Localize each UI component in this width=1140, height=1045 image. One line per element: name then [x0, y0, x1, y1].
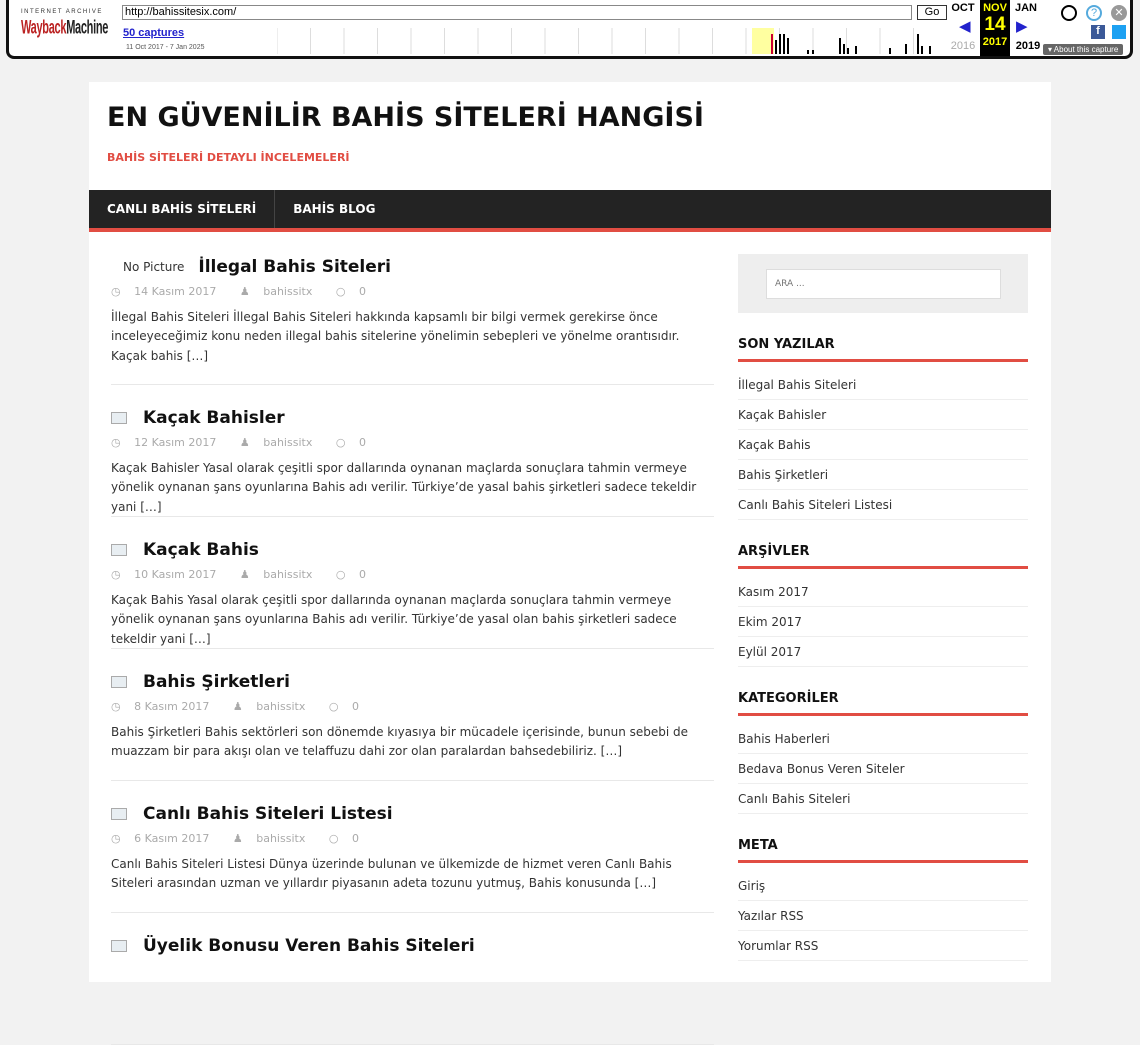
nav-item-bahis-blog[interactable]: BAHİS BLOG [293, 202, 376, 216]
capture-bar[interactable] [847, 48, 849, 54]
url-input[interactable]: http://bahissitesix.com/ [122, 5, 912, 20]
post-item [111, 385, 714, 517]
widget-link[interactable]: İllegal Bahis Siteleri [738, 370, 1028, 400]
comment-count[interactable]: 0 [351, 699, 359, 713]
prev-arrow-icon[interactable]: ◀ [959, 18, 971, 35]
sidebar [738, 254, 1028, 961]
author [240, 285, 322, 298]
next-month[interactable]: JAN [1014, 2, 1037, 14]
author [240, 436, 322, 449]
help-icon[interactable]: ? [1086, 5, 1102, 21]
widget-link[interactable]: Kaçak Bahisler [738, 400, 1028, 430]
widget-link[interactable]: Yorumlar RSS [738, 931, 1028, 961]
ia-label: INTERNET ARCHIVE [21, 9, 103, 15]
comments [336, 568, 376, 581]
broken-image-icon [111, 544, 127, 556]
post-title[interactable]: İllegal Bahis Siteleri [198, 256, 391, 277]
cur-year: 2017 [982, 36, 1008, 48]
user-icon: ♟ [232, 699, 243, 713]
post-author[interactable]: bahissitx [263, 567, 313, 581]
post-excerpt: İllegal Bahis Siteleri İllegal Bahis Siteleri hakkında kapsamlı bir bilgi vermek gerekirse önce inceleyeceğimiz konu neden illegal bahis sitelerine yönelimin sebepleri ve yönelme orantısıdır. Kaçak bahis […] [111, 309, 680, 363]
widget-title: KATEGORİLER [738, 691, 1028, 716]
next-year[interactable]: 2019 [1015, 40, 1041, 52]
clock-icon: ◷ [111, 567, 121, 581]
twitter-icon[interactable] [1112, 25, 1126, 39]
widget-link[interactable]: Canlı Bahis Siteleri [738, 784, 1028, 814]
comment-count[interactable]: 0 [358, 435, 366, 449]
post-date: 8 Kasım 2017 [134, 699, 210, 713]
widget-link[interactable]: Kaçak Bahis [738, 430, 1028, 460]
current-year-highlight [752, 28, 774, 54]
post-thumbnail[interactable] [111, 939, 129, 953]
capture-bar[interactable] [812, 50, 814, 54]
broken-image-icon [111, 808, 127, 820]
capture-bar[interactable] [839, 38, 841, 54]
capture-bar[interactable] [921, 46, 923, 54]
comment-count[interactable]: 0 [358, 567, 366, 581]
post-title[interactable]: Üyelik Bonusu Veren Bahis Siteleri [143, 935, 475, 956]
next-arrow-icon[interactable]: ▶ [1016, 18, 1028, 35]
comments [336, 436, 376, 449]
date [111, 832, 219, 845]
comment-count[interactable]: 0 [358, 284, 366, 298]
cur-month: NOV [983, 2, 1007, 14]
date [111, 285, 226, 298]
post-title[interactable]: Kaçak Bahisler [143, 407, 285, 428]
user-icon: ♟ [239, 435, 250, 449]
widget-link[interactable]: Giriş [738, 871, 1028, 901]
post-date: 14 Kasım 2017 [134, 284, 217, 298]
post-meta [111, 832, 714, 845]
capture-sparkline[interactable] [277, 28, 947, 54]
go-button[interactable]: Go [917, 5, 947, 20]
capture-bar[interactable] [889, 48, 891, 54]
capture-bar[interactable] [787, 38, 789, 54]
post-item [111, 649, 714, 781]
date [111, 436, 226, 449]
comment-icon: ○ [328, 831, 339, 845]
capture-bar[interactable] [917, 34, 919, 54]
comment-icon: ○ [335, 567, 346, 581]
post-thumbnail[interactable] [111, 543, 129, 557]
close-icon[interactable]: ✕ [1111, 5, 1127, 21]
author [233, 700, 315, 713]
post-thumbnail[interactable] [111, 675, 129, 689]
capture-bar[interactable] [779, 34, 781, 54]
post-date: 12 Kasım 2017 [134, 435, 217, 449]
user-icon: ♟ [239, 567, 250, 581]
author [240, 568, 322, 581]
post-list [111, 254, 714, 1045]
comments [329, 832, 369, 845]
about-capture-button[interactable]: ▾ About this capture [1043, 44, 1123, 55]
post-title[interactable]: Bahis Şirketleri [143, 671, 290, 692]
post-date: 6 Kasım 2017 [134, 831, 210, 845]
capture-bar[interactable] [855, 46, 857, 54]
comment-count[interactable]: 0 [351, 831, 359, 845]
post-meta [111, 568, 714, 581]
prev-year[interactable]: 2016 [950, 40, 976, 52]
current-capture [980, 0, 1010, 56]
post-date: 10 Kasım 2017 [134, 567, 217, 581]
comment-icon: ○ [335, 435, 346, 449]
post-excerpt: Bahis Şirketleri Bahis sektörleri son dönemde kıyasıya bir mücadele içerisinde, bunun sebebi de muazzam bir para akışı olan ve telaffuzu dahi zor olan paralardan bahsedebiliriz. […] [111, 724, 689, 758]
sidebar-widget [738, 691, 1028, 814]
clock-icon: ◷ [111, 284, 121, 298]
comments [329, 700, 369, 713]
about-label: About this capture [1053, 45, 1119, 54]
widget-link[interactable]: Eylül 2017 [738, 637, 1028, 667]
nav-item-canli-bahis[interactable]: CANLI BAHİS SİTELERİ [89, 190, 275, 228]
post-excerpt: Canlı Bahis Siteleri Listesi Dünya üzerinde bulunan ve ülkemizde de hizmet veren Canlı Bahis Siteleri arasından uzman ve yıllardır piyasanın adeta tozunu yutmuş, Bahis konusunda […] [111, 856, 672, 890]
widget-link[interactable]: Canlı Bahis Siteleri Listesi [738, 490, 1028, 520]
comments [336, 285, 376, 298]
capture-range: 11 Oct 2017 - 7 Jan 2025 [126, 44, 205, 51]
widget-link[interactable]: Ekim 2017 [738, 607, 1028, 637]
search-input[interactable] [766, 269, 1001, 299]
clock-icon: ◷ [111, 699, 121, 713]
post-author[interactable]: bahissitx [263, 284, 313, 298]
date [111, 568, 226, 581]
widget-title: META [738, 838, 1028, 863]
post-meta [111, 700, 714, 713]
user-icon: ♟ [239, 284, 250, 298]
prev-month[interactable]: OCT [951, 2, 975, 14]
post-item [111, 517, 714, 649]
sidebar-widget [738, 337, 1028, 520]
widget-title: ARŞİVLER [738, 544, 1028, 569]
search-widget [738, 254, 1028, 313]
clock-icon: ◷ [111, 435, 121, 449]
post-thumbnail[interactable] [111, 411, 129, 425]
post-title[interactable]: Canlı Bahis Siteleri Listesi [143, 803, 393, 824]
broken-image-icon [111, 676, 127, 688]
sidebar-widget [738, 838, 1028, 961]
comment-icon: ○ [328, 699, 339, 713]
post-item [111, 781, 714, 913]
widget-title: SON YAZILAR [738, 337, 1028, 362]
user-icon: ♟ [232, 831, 243, 845]
post-title[interactable]: Kaçak Bahis [143, 539, 259, 560]
post-excerpt: Kaçak Bahis Yasal olarak çeşitli spor dallarında oynanan maçlarda sonuçlara tahmin vermeye yönelik oynanan şans oyunlarına Bahis adı verilir. Türkiye’de yasal olan bahis şirketleri sadece tekeldir yani […] [111, 592, 677, 646]
capture-bar[interactable] [775, 40, 777, 54]
page [89, 82, 1051, 982]
capture-bar[interactable] [771, 34, 773, 54]
wayback-logo[interactable]: WaybackMachine [21, 19, 109, 39]
author [233, 832, 315, 845]
facebook-icon[interactable]: f [1091, 25, 1105, 39]
widget-link[interactable]: Yazılar RSS [738, 901, 1028, 931]
cur-day: 14 [984, 14, 1006, 35]
post-author[interactable]: bahissitx [263, 435, 313, 449]
thumbnail-alt: No Picture [123, 259, 185, 274]
post-author[interactable]: bahissitx [256, 831, 306, 845]
post-item [111, 913, 714, 1045]
post-thumbnail[interactable] [111, 260, 184, 274]
post-meta [111, 285, 714, 298]
clock-icon: ◷ [111, 831, 121, 845]
broken-image-icon [111, 940, 127, 952]
date [111, 700, 219, 713]
comment-icon: ○ [335, 284, 346, 298]
wayback-toolbar [0, 0, 1140, 62]
post-item [111, 254, 714, 385]
captures-link[interactable]: 50 captures [123, 27, 185, 39]
post-thumbnail[interactable] [111, 807, 129, 821]
sidebar-widget [738, 544, 1028, 667]
widget-link[interactable]: Bedava Bonus Veren Siteler [738, 754, 1028, 784]
capture-bar[interactable] [843, 44, 845, 54]
broken-image-icon [111, 412, 127, 424]
capture-bar[interactable] [807, 50, 809, 54]
post-author[interactable]: bahissitx [256, 699, 306, 713]
widget-link[interactable]: Bahis Şirketleri [738, 460, 1028, 490]
widget-link[interactable]: Bahis Haberleri [738, 724, 1028, 754]
main-nav [89, 190, 1051, 232]
widget-link[interactable]: Kasım 2017 [738, 577, 1028, 607]
account-icon[interactable] [1061, 5, 1077, 21]
capture-bar[interactable] [783, 34, 785, 54]
post-meta [111, 436, 714, 449]
capture-bar[interactable] [929, 46, 931, 54]
site-tagline: BAHİS SİTELERİ DETAYLI İNCELEMELERİ [107, 151, 350, 164]
post-excerpt: Kaçak Bahisler Yasal olarak çeşitli spor dallarında oynanan maçlarda sonuçlara tahmin vermeye yönelik oynanan şans oyunlarına Bahis adı verilir. Türkiye’de yasal bahis şirketleri sadece tekeldir yani […] [111, 460, 697, 514]
site-title[interactable]: EN GÜVENİLİR BAHİS SİTELERİ HANGİSİ [107, 102, 704, 133]
capture-bar[interactable] [905, 44, 907, 54]
